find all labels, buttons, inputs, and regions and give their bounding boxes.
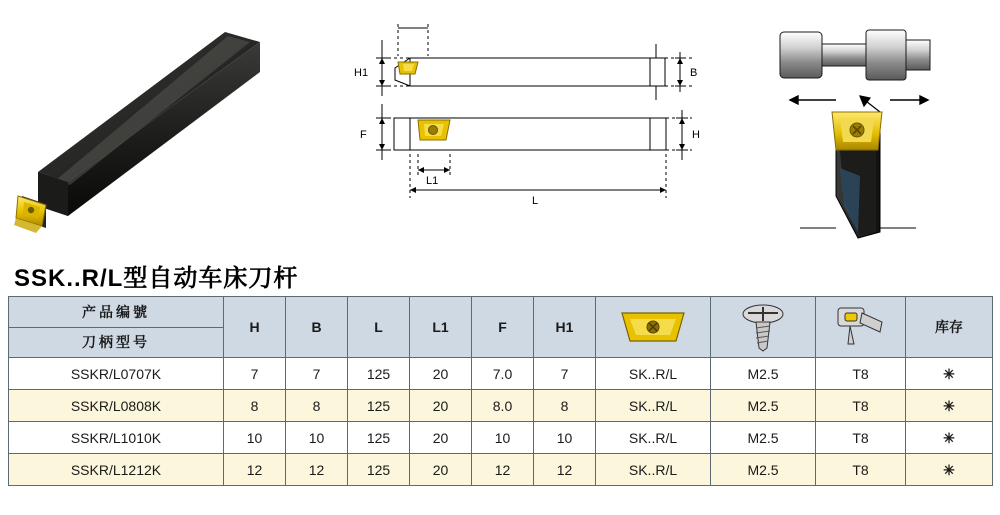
cell-l1: 20 [410, 358, 472, 390]
illustration-band [0, 0, 1000, 250]
table-row [9, 422, 993, 454]
cell-screw: M2.5 [711, 422, 816, 454]
cell-insert: SK..R/L [596, 390, 711, 422]
cell-h1: 10 [534, 422, 596, 454]
cell-l: 125 [348, 454, 410, 486]
header-product-number: 产品编號 [9, 297, 224, 328]
cell-screw: M2.5 [711, 390, 816, 422]
table-row [9, 390, 993, 422]
cell-l: 125 [348, 422, 410, 454]
cell-h: 12 [224, 454, 286, 486]
cell-b: 12 [286, 454, 348, 486]
cell-f: 7.0 [472, 358, 534, 390]
dim-label-h1: H1 [354, 67, 369, 79]
insert-icon [596, 297, 711, 358]
screw-icon [711, 297, 816, 358]
header-l1: L1 [410, 297, 472, 358]
cell-code: SSKR/L0808K [9, 390, 224, 422]
header-stock: 库存 [906, 297, 993, 358]
cell-h: 7 [224, 358, 286, 390]
cell-screw: M2.5 [711, 358, 816, 390]
cell-l1: 20 [410, 390, 472, 422]
header-holder-model: 刀柄型号 [9, 327, 224, 358]
cell-code: SSKR/L0707K [9, 358, 224, 390]
cell-l1: 20 [410, 422, 472, 454]
cell-code: SSKR/L1212K [9, 454, 224, 486]
cell-wrench: T8 [816, 422, 906, 454]
cell-insert: SK..R/L [596, 358, 711, 390]
cell-stock: ✳ [906, 454, 993, 486]
dim-label-f: F [360, 129, 367, 141]
cell-stock: ✳ [906, 358, 993, 390]
cell-stock: ✳ [906, 390, 993, 422]
cell-insert: SK..R/L [596, 454, 711, 486]
3d-tool-holder-illustration [0, 0, 310, 250]
dim-label-l: L [532, 195, 539, 207]
cell-f: 10 [472, 422, 534, 454]
cell-l: 125 [348, 390, 410, 422]
header-h: H [224, 297, 286, 358]
spec-table [8, 296, 993, 486]
cell-b: 8 [286, 390, 348, 422]
application-illustration [740, 0, 1000, 250]
cell-code: SSKR/L1010K [9, 422, 224, 454]
cell-wrench: T8 [816, 390, 906, 422]
cell-f: 8.0 [472, 390, 534, 422]
table-header-row-1 [9, 297, 993, 328]
cell-insert: SK..R/L [596, 422, 711, 454]
dim-label-l1: L1 [426, 175, 439, 187]
table-row [9, 358, 993, 390]
cell-wrench: T8 [816, 358, 906, 390]
cell-h: 8 [224, 390, 286, 422]
header-l: L [348, 297, 410, 358]
cell-screw: M2.5 [711, 454, 816, 486]
cell-h: 10 [224, 422, 286, 454]
cell-b: 7 [286, 358, 348, 390]
page-title: SSK..R/L型自动车床刀杆 [14, 265, 299, 292]
dimension-drawing [320, 0, 710, 250]
cell-b: 10 [286, 422, 348, 454]
cell-f: 12 [472, 454, 534, 486]
dim-label-h: H [692, 129, 700, 141]
cell-stock: ✳ [906, 422, 993, 454]
table-row [9, 454, 993, 486]
header-f: F [472, 297, 534, 358]
dim-label-b: B [690, 67, 698, 79]
cell-h1: 12 [534, 454, 596, 486]
cell-l1: 20 [410, 454, 472, 486]
header-h1: H1 [534, 297, 596, 358]
wrench-icon [816, 297, 906, 358]
header-b: B [286, 297, 348, 358]
cell-wrench: T8 [816, 454, 906, 486]
cell-h1: 7 [534, 358, 596, 390]
cell-l: 125 [348, 358, 410, 390]
cell-h1: 8 [534, 390, 596, 422]
